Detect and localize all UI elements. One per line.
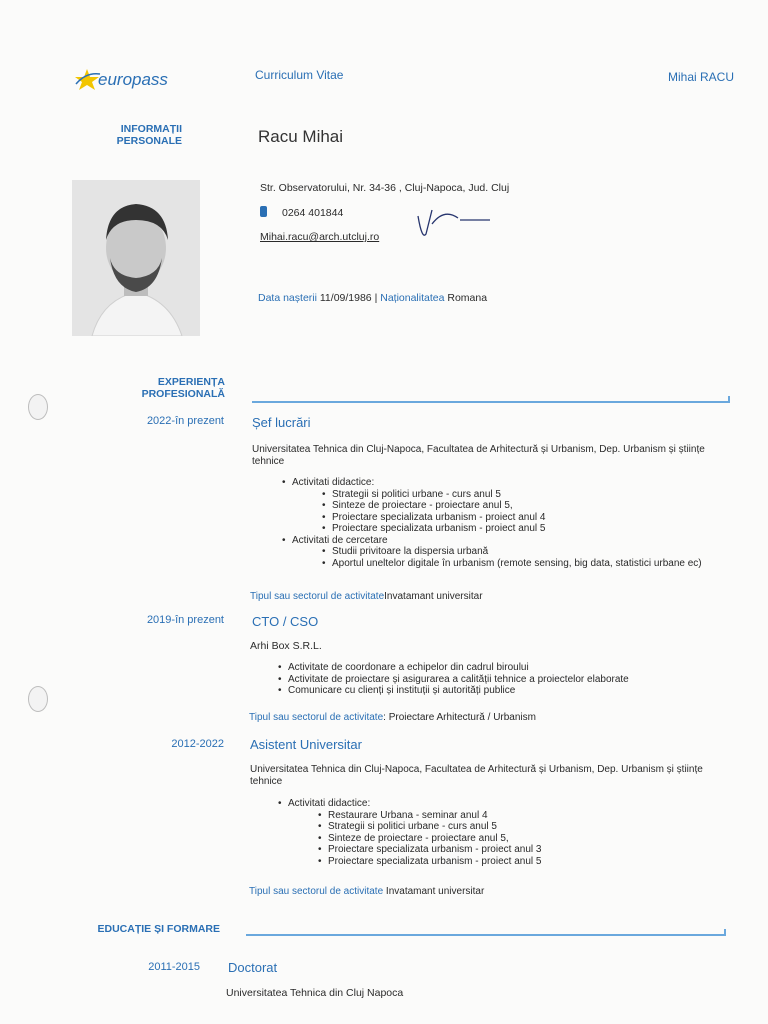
- experience-heading: EXPERIENȚA PROFESIONALĂ: [141, 376, 225, 400]
- list-item: • Studii privitoare la dispersia urbană: [322, 546, 722, 558]
- education-heading: EDUCAȚIE ȘI FORMARE: [97, 923, 220, 935]
- education-period: 2011-2015: [148, 961, 200, 973]
- job-1-sector: Tipul sau sectorul de activitateInvatamant universitar: [250, 591, 483, 602]
- education-institution: Universitatea Tehnica din Cluj Napoca: [226, 987, 404, 999]
- email-link[interactable]: Mihai.racu@arch.utcluj.ro: [260, 231, 380, 243]
- list-item: • Aportul uneltelor digitale în urbanism (remote sensing, big data, statistici urbane ec): [322, 558, 722, 570]
- personal-info-heading: INFORMAȚII PERSONALE: [116, 123, 182, 147]
- phone-icon: [260, 206, 267, 217]
- job-3-sector: Tipul sau sectorul de activitate Invatamant universitar: [249, 886, 485, 897]
- logo-text: europass: [98, 70, 168, 89]
- list-item: • Proiectare specializata urbanism - proiect anul 5: [318, 856, 728, 868]
- signature-mark: [414, 204, 494, 244]
- job-1-period: 2022-în prezent: [146, 415, 224, 427]
- job-3-activities: [248, 798, 728, 867]
- list-item: • Proiectare specializata urbanism - proiect anul 5: [322, 523, 722, 535]
- doc-type: Curriculum Vitae: [255, 68, 344, 82]
- nationality-label: Naționalitatea: [380, 292, 445, 304]
- job-1-activities: [252, 477, 722, 569]
- job-1-employer: Universitatea Tehnica din Cluj-Napoca, Facultatea de Arhitectură și Urbanism, Dep. Urbanism și științe tehnice: [252, 444, 705, 467]
- list-item: • Activitati didactice: • Restaurare Urbana - seminar anul 4 • Strategii si politici urbane - curs anul 5 • Sinteze de proiectare - proiectare anul 5, • Proiectare specializata urbanism - proiect anul 3 • Proiectare specializata urbanism - proiect anul 5: [278, 798, 728, 867]
- list-item: • Strategii si politici urbane - curs anul 5: [318, 821, 728, 833]
- punch-hole-top: [28, 394, 48, 420]
- header-name: Mihai RACU: [667, 70, 734, 84]
- job-2-sector: Tipul sau sectorul de activitate: Proiectare Arhitectură / Urbanism: [249, 712, 536, 723]
- education-title: Doctorat: [228, 960, 278, 975]
- list-item: • Proiectare specializata urbanism - proiect anul 3: [318, 844, 728, 856]
- job-3-employer: Universitatea Tehnica din Cluj-Napoca, Facultatea de Arhitectură și Urbanism, Dep. Urbanism și științe tehnice: [250, 764, 703, 787]
- list-item: • Strategii si politici urbane - curs anul 5: [322, 489, 722, 501]
- full-name: Racu Mihai: [258, 127, 344, 146]
- job-2-period: 2019-în prezent: [146, 614, 224, 626]
- list-item: • Activitate de coordonare a echipelor din cadrul biroului: [278, 662, 728, 674]
- job-2-employer: Arhi Box S.R.L.: [250, 640, 322, 652]
- birth-label: Data nașterii: [258, 292, 317, 304]
- birth-line: Data nașterii 11/09/1986 | Naționalitatea Romana: [258, 292, 488, 304]
- profile-photo: [72, 180, 200, 336]
- nationality: Romana: [447, 292, 488, 304]
- job-3-title: Asistent Universitar: [250, 737, 362, 752]
- europass-logo: [72, 66, 182, 94]
- education-rule: [246, 934, 726, 936]
- list-item: • Activitati de cercetare • Studii privitoare la dispersia urbană • Aportul uneltelor digitale în urbanism (remote sensing, big data, statistici urbane ec): [282, 535, 722, 570]
- list-item: • Activitate de proiectare și asigurarea a calității tehnice a proiectelor elaborate: [278, 674, 728, 686]
- punch-hole-middle: [28, 686, 48, 712]
- birth-date: 11/09/1986: [319, 292, 372, 304]
- job-2-title: CTO / CSO: [252, 614, 319, 629]
- job-1-title: Șef lucrări: [252, 415, 311, 430]
- list-item: • Comunicare cu clienți și instituții și autorități publice: [278, 685, 728, 697]
- job-2-activities: [248, 662, 728, 697]
- list-item: • Restaurare Urbana - seminar anul 4: [318, 810, 728, 822]
- list-item: • Activitati didactice: • Strategii si politici urbane - curs anul 5 • Sinteze de proiectare - proiectare anul 5, • Proiectare specializata urbanism - proiect anul 4 • Proiectare specializata urbanism - proiect anul 5: [282, 477, 722, 535]
- list-item: • Sinteze de proiectare - proiectare anul 5,: [318, 833, 728, 845]
- experience-rule: [252, 401, 730, 403]
- address: Str. Observatorului, Nr. 34-36 , Cluj-Napoca, Jud. Cluj: [260, 182, 510, 194]
- list-item: • Proiectare specializata urbanism - proiect anul 4: [322, 512, 722, 524]
- job-3-period: 2012-2022: [171, 738, 224, 750]
- list-item: • Sinteze de proiectare - proiectare anul 5,: [322, 500, 722, 512]
- phone: 0264 401844: [282, 207, 344, 219]
